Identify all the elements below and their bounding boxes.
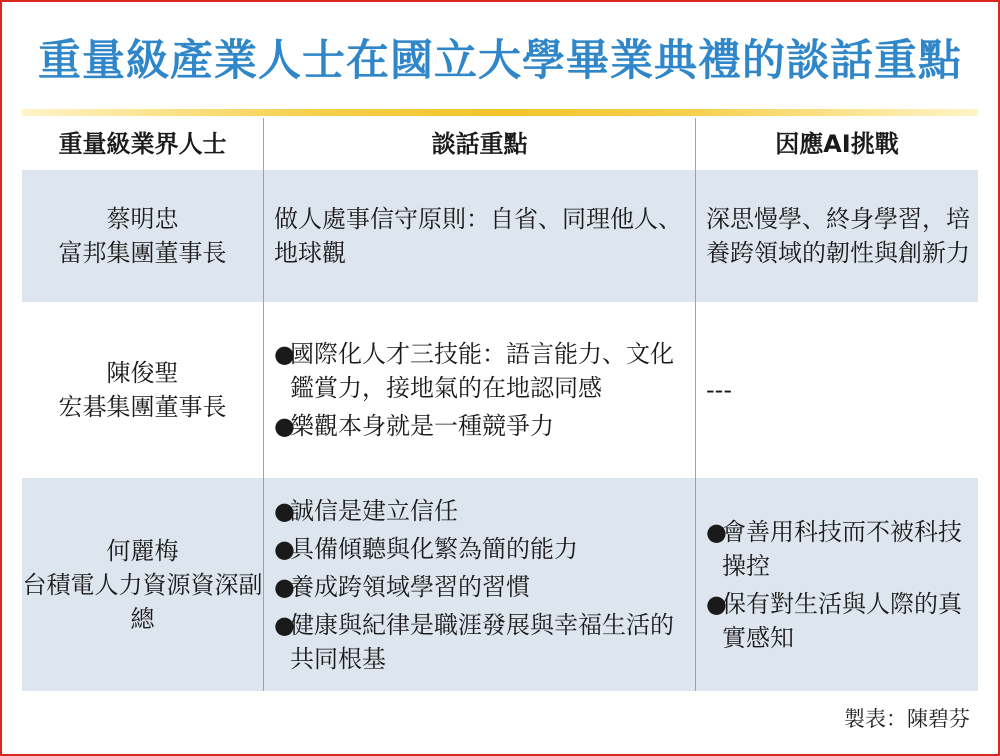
point-text: 樂觀本身就是一種競爭力 (290, 412, 554, 440)
person-cell (22, 478, 263, 691)
bullet-icon: ● (274, 496, 295, 525)
point-text: 國際化人才三技能：語言能力、文化鑑賞力，接地氣的在地認同感 (290, 340, 674, 402)
bullet-item (706, 587, 974, 655)
point-text: 誠信是建立信任 (290, 496, 458, 525)
bullet-item (274, 570, 689, 604)
ai-cell (706, 170, 974, 302)
bullet-icon: ● (274, 412, 295, 440)
ai-text: 深思慢學、終身學習，培養跨領域的韌性與創新力 (706, 205, 970, 267)
ai-text: --- (706, 376, 732, 404)
column-divider (263, 118, 264, 691)
bullet-icon: ● (706, 589, 727, 618)
table-row (22, 305, 978, 475)
header-person: 重量級業界人士 (58, 130, 227, 158)
ai-cell (706, 478, 974, 691)
bullet-icon: ● (274, 340, 295, 368)
title-divider (22, 109, 978, 116)
credit-line: 製表：陳碧芬 (844, 707, 970, 731)
ai-cell (706, 305, 974, 475)
page-title: 重量級產業人士在國立大學畢業典禮的談話重點 (38, 36, 962, 86)
table-header (22, 118, 978, 170)
bullet-icon: ● (274, 572, 295, 601)
person-name: 蔡明忠 (106, 205, 179, 233)
header-ai: 因應AI挑戰 (775, 130, 899, 158)
person-title: 富邦集團董事長 (58, 239, 227, 267)
points-cell (274, 170, 689, 302)
person-cell (22, 170, 263, 302)
point-text: 健康與紀律是職涯發展與幸福生活的共同根基 (290, 610, 674, 673)
table-row (22, 170, 978, 302)
person-title: 宏碁集團董事長 (58, 393, 227, 421)
bullet-item (274, 608, 689, 676)
bullet-icon: ● (274, 610, 295, 639)
point-text: 具備傾聽與化繁為簡的能力 (290, 534, 578, 563)
bullet-item (274, 532, 689, 566)
person-cell (22, 305, 263, 475)
bullet-item (274, 494, 689, 528)
table-row (22, 478, 978, 691)
ai-text: 會善用科技而不被科技操控 (722, 517, 962, 580)
ai-text: 保有對生活與人際的真實感知 (722, 589, 962, 652)
bullet-icon: ● (706, 517, 727, 546)
point-text: 養成跨領域學習的習慣 (290, 572, 530, 601)
table (22, 118, 978, 691)
points-cell (274, 478, 689, 691)
bullet-item (706, 515, 974, 583)
person-name: 陳俊聖 (106, 359, 179, 387)
bullet-item (274, 409, 689, 443)
point-text: 做人處事信守原則：自省、同理他人、地球觀 (274, 205, 682, 267)
header-points: 談話重點 (431, 130, 528, 158)
points-cell (274, 305, 689, 475)
person-title: 台積電人力資源資深副總 (22, 570, 263, 633)
bullet-item (274, 337, 689, 405)
column-divider (695, 118, 696, 691)
bullet-icon: ● (274, 534, 295, 563)
person-name: 何麗梅 (106, 536, 179, 565)
